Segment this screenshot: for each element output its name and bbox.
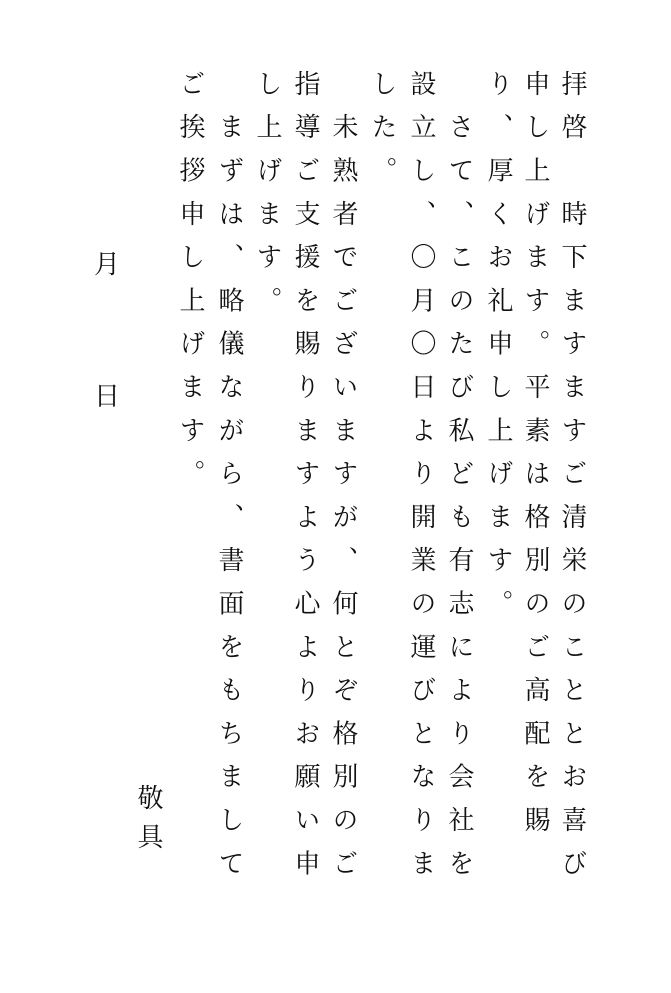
letter-line-8: 指導ご支援を賜りますよう心よりお願い申 (290, 70, 320, 893)
date-month: 月 (94, 250, 121, 280)
letter-line-1: 拝啓 時下ますますご清栄のこととお喜び (557, 70, 587, 893)
letter-line-9: し上げます。 (252, 70, 282, 330)
letter-line-11: ご挨拶申し上げます。 (175, 70, 205, 503)
letter-line-7: 未熟者でございますが、何とぞ格別のご (328, 70, 358, 893)
date-day: 日 (94, 382, 121, 412)
letter-line-2: 申し上げます。平素は格別のご高配を賜 (520, 70, 550, 850)
letter-line-6: した。 (367, 70, 397, 200)
letter-line-10: まずは、略儀ながら、書面をもちまして (214, 70, 244, 893)
letter-line-5: 設立し、〇月〇日より開業の運びとなりま (406, 70, 436, 893)
letter-line-3: り、厚くお礼申し上げます。 (483, 70, 513, 633)
letter-line-4: さて、このたび私ども有志により会社を (444, 70, 474, 893)
closing-phrase: 敬具 (133, 784, 163, 862)
